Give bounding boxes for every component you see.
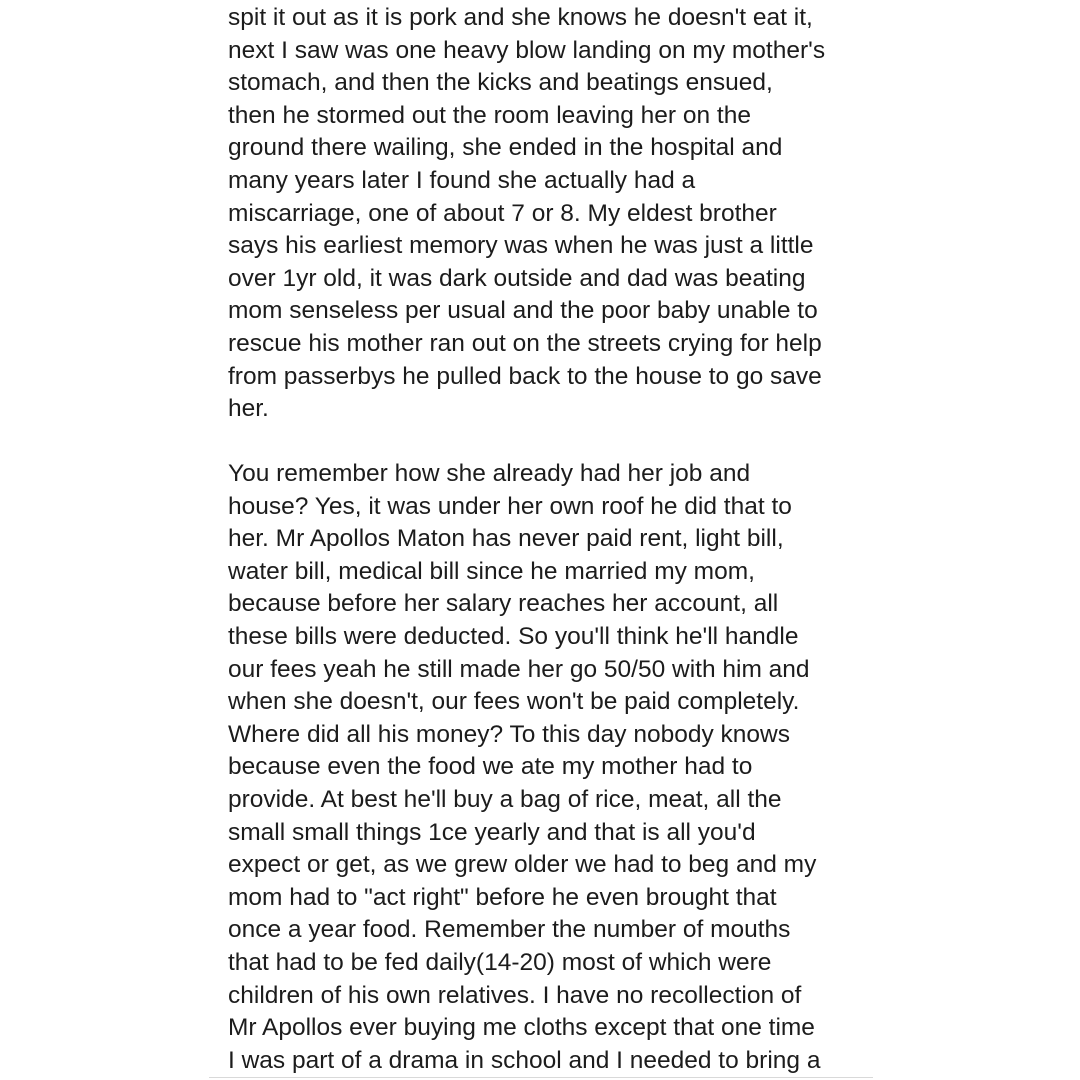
text-line: house? Yes, it was under her own roof he did that to [228,492,792,520]
text-line: spit it out as it is pork and she knows he doesn't eat it, [228,4,813,31]
paragraph-2 [228,458,868,1077]
text-line: her. [228,395,269,423]
text-line: once a year food. Remember the number of mouths [228,916,791,944]
text-line: provide. At best he'll buy a bag of rice, meat, all the [228,785,782,813]
text-line: water bill, medical bill since he married my mom, [228,557,755,585]
text-line: her. Mr Apollos Maton has never paid rent, light bill, [228,525,784,553]
text-line: children of his own relatives. I have no recollection of [228,981,802,1009]
text-line: Where did all his money? To this day nobody knows [228,720,790,748]
text-line: small small things 1ce yearly and that is all you'd [228,818,756,846]
text-line: miscarriage, one of about 7 or 8. My eldest brother [228,199,777,227]
text-line: You remember how she already had her job and [228,460,751,487]
text-line: Mr Apollos ever buying me cloths except that one time [228,1014,815,1042]
text-line: because even the food we ate my mother had to [228,753,753,781]
text-line: mom senseless per usual and the poor baby unable to [228,297,818,325]
text-line: next I saw was one heavy blow landing on my mother's [228,36,826,64]
text-line: these bills were deducted. So you'll think he'll handle [228,622,799,650]
text-line: expect or get, as we grew older we had to beg and my [228,851,817,879]
paragraph-1 [228,2,868,426]
text-line: ground there wailing, she ended in the hospital and [228,134,783,162]
text-line: our fees yeah he still made her go 50/50 with him and [228,655,810,683]
text-line: mom had to "act right" before he even brought that [228,883,777,911]
text-line: that had to be fed daily(14-20) most of which were [228,948,772,976]
text-line: many years later I found she actually had a [228,166,696,194]
text-line: stomach, and then the kicks and beatings ensued, [228,69,773,97]
text-line: from passerbys he pulled back to the house to go save [228,362,822,390]
bottom-divider [209,1077,873,1078]
text-line: over 1yr old, it was dark outside and dad was beating [228,264,806,292]
document-page [209,0,873,1080]
text-line: then he stormed out the room leaving her on the [228,101,751,129]
text-line: rescue his mother ran out on the streets crying for help [228,329,822,357]
text-line: says his earliest memory was when he was just a little [228,232,814,260]
text-line: I was part of a drama in school and I needed to bring a [228,1046,821,1074]
text-line: when she doesn't, our fees won't be paid completely. [228,688,800,716]
text-line: because before her salary reaches her account, all [228,590,779,618]
